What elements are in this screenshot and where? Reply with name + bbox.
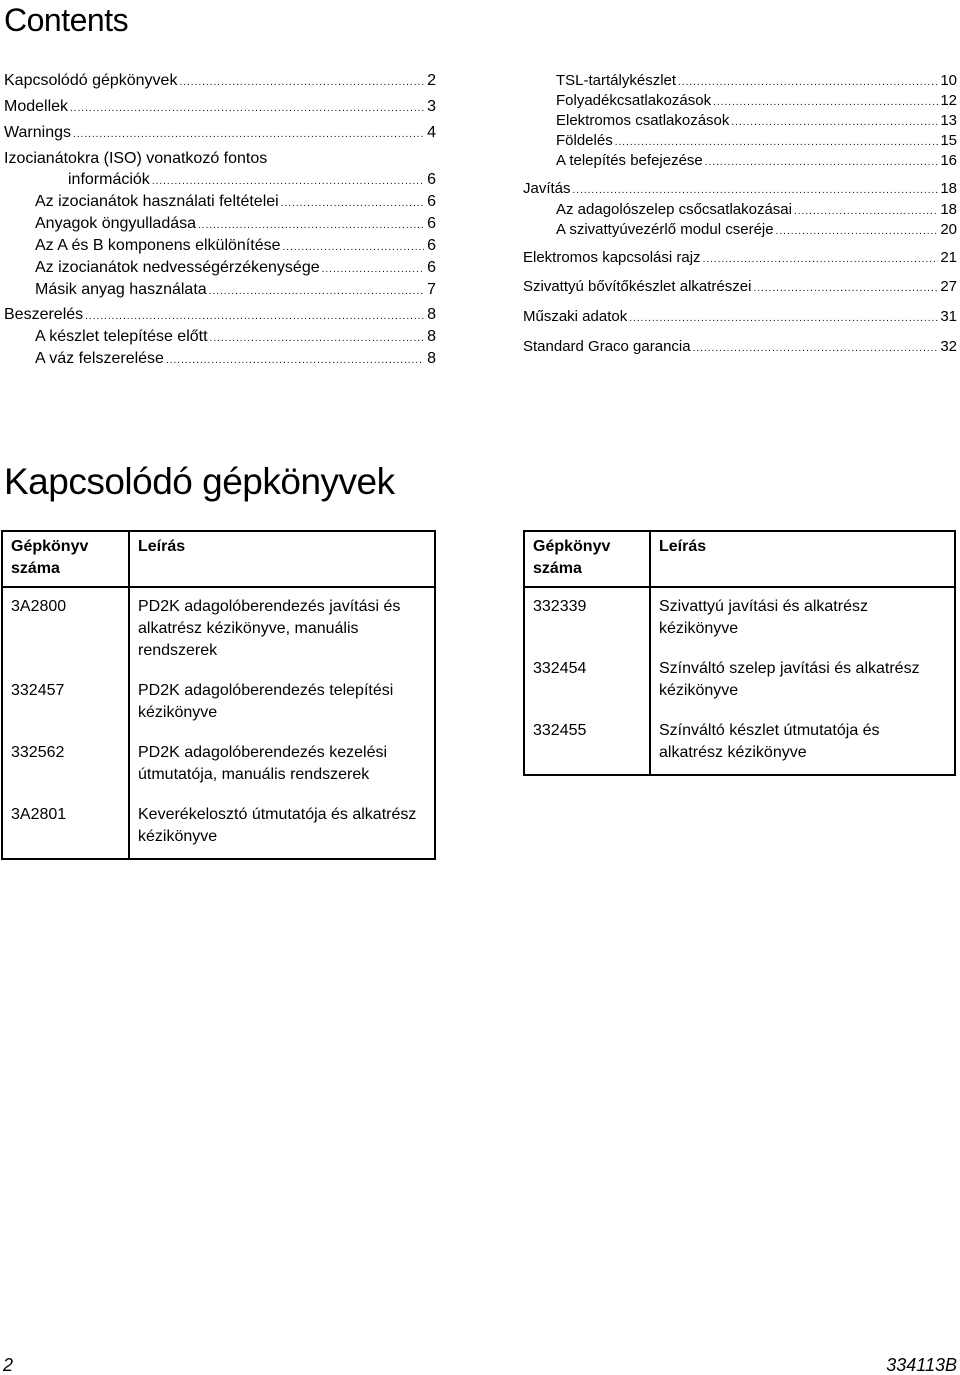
toc-entry-page: 6	[427, 215, 436, 232]
table-header-row	[524, 531, 955, 587]
toc-entry[interactable]	[523, 306, 957, 330]
toc-leader	[198, 215, 424, 237]
toc-entry-label: Kapcsolódó gépkönyvek	[4, 72, 178, 89]
toc-leader	[152, 171, 424, 193]
toc-leader	[776, 221, 939, 243]
toc-entry[interactable]	[35, 235, 436, 259]
manual-description: Színváltó készlet útmutatója és alkatrész kézikönyve	[650, 712, 955, 775]
toc-entry[interactable]	[4, 304, 436, 328]
manual-number: 3A2801	[2, 796, 129, 859]
manual-number: 332562	[2, 734, 129, 796]
toc-entry-page: 6	[427, 193, 436, 210]
table-row	[524, 712, 955, 775]
footer-page-number: 2	[3, 1355, 14, 1375]
toc-leader	[322, 259, 424, 281]
toc-entry[interactable]	[523, 247, 957, 271]
manual-number: 332455	[524, 712, 650, 775]
toc-entry[interactable]	[4, 96, 436, 120]
toc-entry[interactable]	[4, 122, 436, 146]
toc-entry[interactable]	[523, 336, 957, 360]
toc-entry-label: Warnings	[4, 124, 71, 141]
toc-leader	[179, 72, 424, 94]
toc-entry[interactable]	[35, 279, 436, 303]
section-heading: Kapcsolódó gépkönyvek	[4, 461, 395, 502]
toc-entry[interactable]	[4, 70, 436, 94]
toc-entry[interactable]	[35, 213, 436, 237]
toc-entry-page: 13	[940, 112, 957, 129]
toc-entry-label: Az A és B komponens elkülönítése	[35, 237, 281, 254]
toc-entry-page: 31	[940, 308, 957, 325]
toc-entry-page: 10	[940, 72, 957, 89]
manual-description: PD2K adagolóberendezés kezelési útmutatója, manuális rendszerek	[129, 734, 435, 796]
column-header-number: Gépkönyv száma	[524, 531, 650, 587]
toc-leader	[281, 193, 424, 215]
toc-leader	[703, 249, 939, 271]
toc-entry-label: Elektromos kapcsolási rajz	[523, 249, 701, 266]
toc-entry-page: 15	[940, 132, 957, 149]
column-header-number: Gépkönyv száma	[2, 531, 129, 587]
related-manuals-table-left	[1, 530, 436, 860]
toc-entry-label: Az izocianátok használati feltételei	[35, 193, 279, 210]
table-row	[2, 672, 435, 734]
toc-entry-page: 6	[427, 171, 436, 188]
toc-leader	[209, 281, 424, 303]
toc-entry[interactable]	[4, 148, 267, 170]
toc-leader	[705, 152, 939, 174]
manual-description: Szivattyú javítási és alkatrész kézikönyve	[650, 587, 955, 650]
toc-leader	[282, 237, 424, 259]
column-header-description: Leírás	[650, 531, 955, 587]
manual-number: 332457	[2, 672, 129, 734]
toc-leader	[70, 98, 424, 120]
toc-entry-label: Izocianátokra (ISO) vonatkozó fontos	[4, 150, 268, 167]
toc-entry-label: információk	[68, 171, 150, 188]
toc-entry-label: Modellek	[4, 98, 69, 115]
toc-entry-page: 27	[940, 278, 957, 295]
table-row	[2, 734, 435, 796]
toc-entry-label: Az izocianátok nedvességérzékenysége	[35, 259, 320, 276]
manual-number: 332339	[524, 587, 650, 650]
toc-entry-label: Standard Graco garancia	[523, 338, 691, 355]
toc-leader	[73, 124, 424, 146]
page-title: Contents	[4, 2, 129, 38]
toc-entry[interactable]	[35, 348, 436, 372]
toc-entry-label: A váz felszerelése	[35, 350, 164, 367]
toc-leader	[166, 350, 424, 372]
toc-entry-page: 18	[940, 180, 957, 197]
toc-entry-page: 16	[940, 152, 957, 169]
toc-entry-label: Földelés	[556, 132, 613, 149]
toc-entry-label: Másik anyag használata	[35, 281, 207, 298]
toc-leader	[629, 308, 938, 330]
toc-entry-page: 12	[940, 92, 957, 109]
table-header-row	[2, 531, 435, 587]
toc-entry-label: Műszaki adatok	[523, 308, 628, 325]
toc-entry-label: A készlet telepítése előtt	[35, 328, 208, 345]
toc-entry-label: Folyadékcsatlakozások	[556, 92, 712, 109]
toc-entry-label: A szivattyúvezérlő modul cseréje	[556, 221, 774, 238]
toc-entry-page: 2	[427, 72, 436, 89]
manual-number: 3A2800	[2, 587, 129, 672]
toc-entry[interactable]	[35, 257, 436, 281]
toc-entry-page: 4	[427, 124, 436, 141]
toc-entry-label: Az adagolószelep csőcsatlakozásai	[556, 201, 792, 218]
toc-entry-label: Beszerelés	[4, 306, 84, 323]
toc-entry[interactable]	[556, 219, 957, 243]
toc-entry-page: 32	[940, 338, 957, 355]
toc-entry[interactable]	[35, 191, 436, 215]
toc-entry-label: TSL-tartálykészlet	[556, 72, 677, 89]
toc-entry[interactable]	[68, 169, 436, 193]
toc-entry[interactable]	[35, 326, 436, 350]
toc-entry-label: A telepítés befejezése	[556, 152, 703, 169]
manual-description: Színváltó szelep javítási és alkatrész kézikönyve	[650, 650, 955, 712]
manual-description: PD2K adagolóberendezés javítási és alkatrész kézikönyve, manuális rendszerek	[129, 587, 435, 672]
manual-description: PD2K adagolóberendezés telepítési kézikönyve	[129, 672, 435, 734]
toc-entry-label: Elektromos csatlakozások	[556, 112, 730, 129]
toc-entry-page: 3	[427, 98, 436, 115]
toc-leader	[85, 306, 424, 328]
toc-entry-page: 8	[427, 350, 436, 367]
toc-leader	[210, 328, 424, 350]
toc-entry-page: 21	[940, 249, 957, 266]
toc-leader	[693, 338, 939, 360]
toc-entry[interactable]	[523, 276, 957, 300]
toc-entry-page: 6	[427, 237, 436, 254]
column-header-description: Leírás	[129, 531, 435, 587]
toc-entry-label: Szivattyú bővítőkészlet alkatrészei	[523, 278, 752, 295]
related-manuals-table-right	[523, 530, 956, 776]
toc-entry-page: 7	[427, 281, 436, 298]
toc-entry-page: 8	[427, 328, 436, 345]
table-row	[2, 796, 435, 859]
toc-entry-page: 8	[427, 306, 436, 323]
table-row	[2, 587, 435, 672]
toc-leader	[753, 278, 938, 300]
toc-entry-page: 6	[427, 259, 436, 276]
table-row	[524, 650, 955, 712]
toc-entry-page: 20	[940, 221, 957, 238]
footer-doc-number: 334113B	[886, 1355, 957, 1375]
toc-entry[interactable]	[556, 150, 957, 174]
toc-entry-label: Anyagok öngyulladása	[35, 215, 197, 232]
toc-entry-page: 18	[940, 201, 957, 218]
manual-number: 332454	[524, 650, 650, 712]
table-row	[524, 587, 955, 650]
toc-entry-label: Javítás	[523, 180, 571, 197]
manual-description: Keverékelosztó útmutatója és alkatrész kézikönyve	[129, 796, 435, 859]
